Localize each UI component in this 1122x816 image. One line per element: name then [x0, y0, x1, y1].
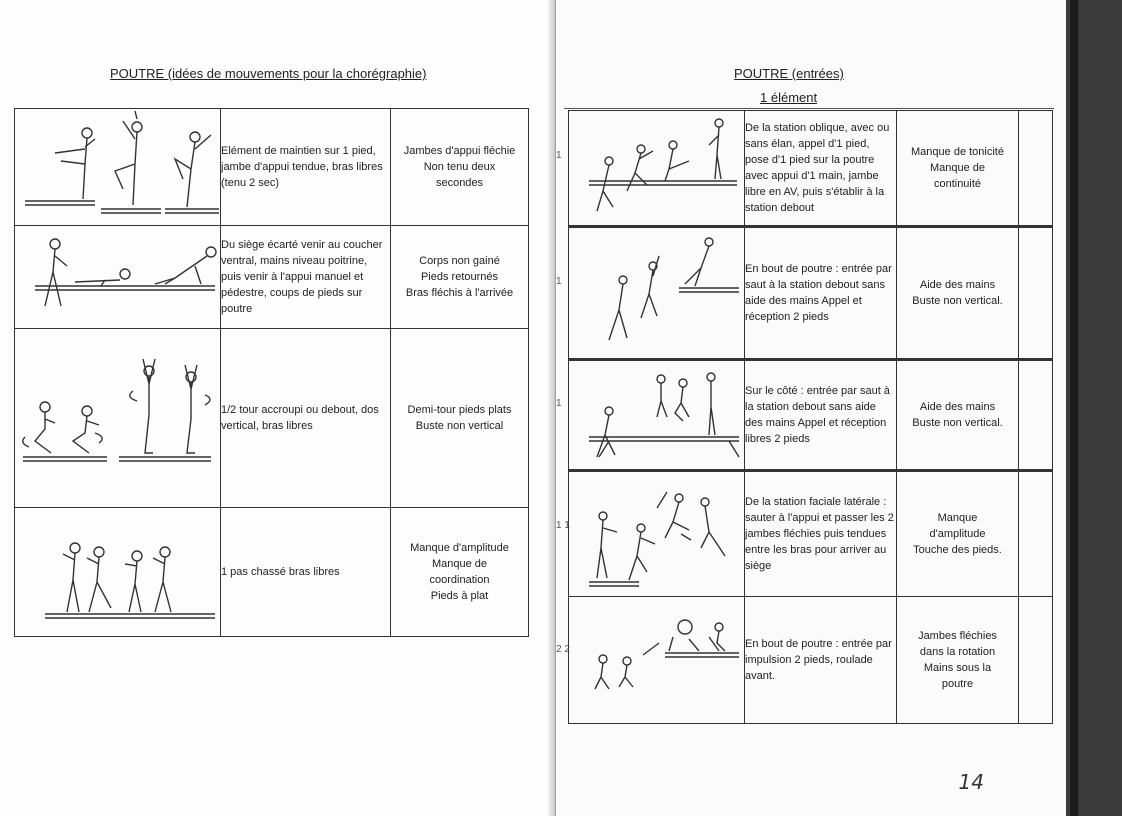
right-page — [556, 0, 1076, 816]
fault-line: Mains sous la — [923, 662, 992, 674]
table-row — [15, 508, 529, 637]
gymnast-end-jump-entry-figure — [569, 228, 744, 358]
table-row — [569, 227, 1053, 360]
fault-line: Buste non vertical. — [912, 295, 1003, 307]
faults-cell — [391, 226, 529, 329]
faults-cell — [391, 329, 529, 508]
binder-edge — [1066, 0, 1122, 816]
fault-line: Manque de — [929, 162, 986, 174]
fault-line: Pieds retournés — [420, 271, 499, 283]
margin-mark: 1 — [556, 276, 562, 287]
figure-cell — [15, 508, 221, 637]
faults-cell — [391, 508, 529, 637]
gymnast-straddle-entry-figure — [569, 472, 744, 596]
description-cell: De la station faciale latérale : sauter à l'appui et passer les 2 jambes fléchies puis tendues entre les bras pour arriver au siège — [745, 471, 897, 597]
fault-line: Non tenu deux — [423, 161, 496, 173]
description-cell: 1/2 tour accroupi ou debout, dos vertical, bras libres — [221, 329, 391, 508]
empty-cell — [1019, 360, 1053, 471]
faults-cell — [897, 360, 1019, 471]
fault-line: Manque — [937, 512, 978, 524]
table-row — [15, 109, 529, 226]
fault-line: Buste non vertical — [415, 420, 504, 432]
gymnast-half-turns-figure — [15, 329, 220, 507]
faults-cell — [897, 471, 1019, 597]
description-cell: Elément de maintien sur 1 pied, jambe d'appui tendue, bras libres (tenu 2 sec) — [221, 109, 391, 226]
right-page-subtitle: 1 élément — [760, 90, 818, 105]
fault-line: Manque d'amplitude — [410, 542, 509, 554]
fault-line: Touche des pieds. — [913, 544, 1002, 556]
gymnast-oblique-entry-figure — [569, 111, 744, 225]
faults-cell — [897, 597, 1019, 724]
figure-cell — [569, 111, 745, 227]
faults-cell — [391, 109, 529, 226]
table-row — [569, 471, 1053, 597]
fault-line: Manque de — [431, 558, 488, 570]
empty-cell — [1019, 111, 1053, 227]
left-movements-table — [14, 108, 529, 637]
figure-cell — [15, 109, 221, 226]
table-row — [15, 329, 529, 508]
margin-mark: 2 2 — [556, 644, 570, 655]
description-cell: De la station oblique, avec ou sans élan, appel d'1 pied, pose d'1 pied sur la poutre avec appui d'1 main, jambe libre en AV, puis s'établir à la station debout — [745, 111, 897, 227]
margin-mark: 1 — [556, 398, 562, 409]
fault-line: coordination — [429, 574, 490, 586]
table-row — [569, 111, 1053, 227]
fault-line: Aide des mains — [919, 401, 996, 413]
table-row — [569, 597, 1053, 724]
fault-line: continuité — [933, 178, 982, 190]
empty-cell — [1019, 227, 1053, 360]
gymnast-side-jump-entry-figure — [569, 361, 744, 469]
faults-cell — [897, 227, 1019, 360]
fault-line: Buste non vertical. — [912, 417, 1003, 429]
fault-line: Jambes d'appui fléchie — [403, 145, 516, 157]
figure-cell — [569, 360, 745, 471]
empty-cell — [1019, 471, 1053, 597]
figure-cell — [569, 227, 745, 360]
figure-cell — [569, 471, 745, 597]
fault-line: d'amplitude — [929, 528, 986, 540]
fault-line: Corps non gainé — [419, 255, 500, 267]
description-cell: 1 pas chassé bras libres — [221, 508, 391, 637]
right-page-title: POUTRE (entrées) — [734, 66, 844, 81]
gymnast-roll-entry-figure — [569, 597, 744, 723]
figure-cell — [15, 329, 221, 508]
margin-mark: 1 — [556, 150, 562, 161]
subtitle-rule — [564, 108, 1054, 109]
empty-cell — [1019, 597, 1053, 724]
fault-line: Aide des mains — [919, 279, 996, 291]
gymnast-balance-poses-figure — [15, 109, 220, 225]
description-cell: En bout de poutre : entrée par saut à la station debout sans aide des mains Appel et réception 2 pieds — [745, 227, 897, 360]
description-cell: Sur le côté : entrée par saut à la station debout sans aide des mains Appel et réception libres 2 pieds — [745, 360, 897, 471]
table-row — [15, 226, 529, 329]
fault-line: dans la rotation — [919, 646, 996, 658]
description-cell: En bout de poutre : entrée par impulsion 2 pieds, roulade avant. — [745, 597, 897, 724]
description-cell: Du siège écarté venir au coucher ventral, mains niveau poitrine, puis venir à l'appui manuel et pédestre, coups de pieds sur poutre — [221, 226, 391, 329]
fault-line: Manque de tonicité — [911, 146, 1004, 158]
left-page — [0, 0, 552, 816]
margin-mark: 1 1 — [556, 520, 570, 531]
figure-cell — [569, 597, 745, 724]
page-number: 14 — [958, 770, 984, 794]
figure-cell — [15, 226, 221, 329]
gymnast-lying-to-support-figure — [15, 226, 220, 328]
fault-line: Bras fléchis à l'arrivée — [405, 287, 514, 299]
fault-line: Jambes fléchies — [918, 630, 997, 642]
right-entries-table — [568, 110, 1053, 724]
fault-line: secondes — [435, 177, 484, 189]
table-row — [569, 360, 1053, 471]
faults-cell — [897, 111, 1019, 227]
gymnast-chasse-step-figure — [15, 508, 220, 636]
fault-line: Demi-tour pieds plats — [407, 404, 512, 416]
fault-line: Pieds à plat — [430, 590, 489, 602]
left-page-title: POUTRE (idées de mouvements pour la chorégraphie) — [110, 66, 427, 81]
fault-line: poutre — [941, 678, 974, 690]
